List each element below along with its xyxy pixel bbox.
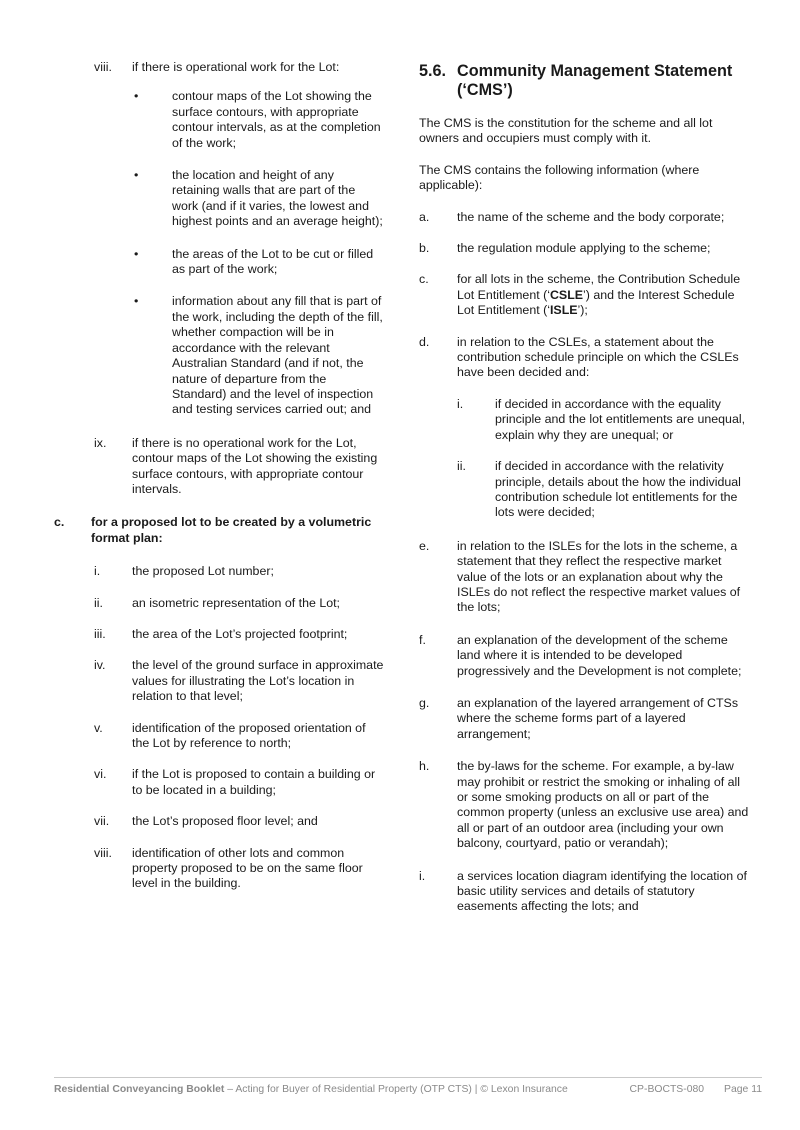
bullet-item	[132, 294, 384, 417]
csle-abbrev: CSLE	[549, 287, 584, 302]
list-marker: a.	[419, 209, 430, 224]
bullet-item	[132, 247, 384, 278]
list-text: an explanation of the layered arrangement of CTSs where the scheme forms part of a layered arrangement;	[457, 695, 739, 741]
section-title: Community Management Statement (‘CMS’)	[457, 62, 733, 99]
list-item-h	[419, 759, 754, 851]
bullet-text: information about any fill that is part of the work, including the depth of the fill, whether compaction will be in accordance with the relevant Australian Standard (and if not, the nature of departure from the Standard) and the level of inspection and testing services carried out; and	[172, 294, 383, 417]
list-marker: g.	[419, 695, 430, 710]
bullet-icon: •	[134, 246, 139, 261]
list-marker: iv.	[94, 658, 106, 673]
list-item-i	[419, 869, 754, 915]
list-item	[94, 564, 384, 579]
section-number: 5.6.	[419, 62, 447, 80]
footer-booklet-name: Residential Conveyancing Booklet	[54, 1084, 225, 1095]
text-run: ’) and the Interest Schedule Lot Entitlement (‘	[457, 287, 735, 318]
list-marker: viii.	[94, 845, 112, 860]
list-item	[94, 846, 384, 892]
list-item	[94, 627, 384, 642]
list-marker: ii.	[94, 595, 103, 610]
bullet-item	[132, 89, 384, 151]
footer-meta	[630, 1084, 762, 1095]
list-item-d-i	[457, 397, 754, 443]
list-text: if there is operational work for the Lot:	[132, 60, 340, 74]
list-text: the Lot’s proposed floor level; and	[132, 814, 318, 829]
list-marker: c.	[54, 515, 65, 530]
text-run: ’);	[577, 303, 588, 318]
list-marker: vi.	[94, 767, 107, 782]
list-text: the level of the ground surface in approximate values for illustrating the Lot’s location in relation to that level;	[132, 658, 384, 704]
footer-title	[54, 1084, 568, 1095]
list-marker: iii.	[94, 626, 106, 641]
list-text: an explanation of the development of the scheme land where it is intended to be developed progressively and the Development is not complete;	[457, 632, 742, 678]
list-item-g	[419, 696, 754, 742]
list-item-d-ii	[457, 459, 754, 521]
list-item-d	[419, 335, 754, 381]
list-item	[94, 767, 384, 798]
list-marker: c.	[419, 272, 429, 287]
left-column	[54, 60, 384, 908]
list-item-e	[419, 539, 754, 616]
list-text: an isometric representation of the Lot;	[132, 595, 341, 610]
list-text: the name of the scheme and the body corporate;	[457, 209, 725, 224]
list-marker: i.	[94, 564, 101, 579]
paragraph: The CMS contains the following information (where applicable):	[419, 162, 700, 193]
page-footer	[54, 1077, 762, 1095]
list-text: the regulation module applying to the scheme;	[457, 241, 711, 256]
list-text: if the Lot is proposed to contain a building or to be located in a building;	[132, 767, 376, 797]
list-marker: i.	[457, 396, 464, 411]
list-marker: f.	[419, 632, 426, 647]
text-run: for all lots in the scheme, the Contribution Schedule Lot Entitlement (‘	[457, 272, 741, 302]
list-marker: ii.	[457, 459, 466, 474]
list-text: the area of the Lot’s projected footprint;	[132, 626, 348, 641]
list-marker: b.	[419, 241, 430, 256]
list-item	[94, 814, 384, 829]
list-marker: vii.	[94, 814, 110, 829]
right-column	[419, 60, 754, 931]
list-item-a	[419, 210, 754, 225]
section-c-heading	[54, 515, 384, 546]
footer-code: CP-BOCTS-080	[629, 1084, 705, 1095]
list-item	[94, 721, 384, 752]
list-text: identification of other lots and common property proposed to be on the same floor level in the building.	[132, 845, 363, 891]
list-text: if there is no operational work for the Lot, contour maps of the Lot showing the existing surface contours, with appropriate contour intervals.	[132, 435, 378, 496]
bullet-icon: •	[134, 294, 139, 309]
section-heading	[419, 62, 754, 100]
isle-abbrev: ISLE	[549, 303, 578, 318]
bullet-item	[132, 168, 384, 230]
bullet-list	[132, 89, 384, 417]
bullet-icon: •	[134, 89, 139, 104]
list-item-b	[419, 241, 754, 256]
bullet-text: the areas of the Lot to be cut or filled as part of the work;	[172, 246, 374, 277]
list-text: in relation to the CSLEs, a statement about the contribution schedule principle on which the CSLEs have been decided and:	[457, 334, 739, 380]
list-item-ix	[94, 436, 384, 498]
list-text: the by-laws for the scheme. For example, a by-law may prohibit or restrict the smoking or inhaling of all or some smoking products on all or part of the common property (unless an exclusive use area) and all or part of an outdoor area (including your own balcony, courtyard, patio or verandah);	[457, 759, 749, 851]
list-text: if decided in accordance with the equality principle and the lot entitlements are unequal, explain why they are unequal; or	[495, 396, 746, 442]
paragraph: The CMS is the constitution for the scheme and all lot owners and occupiers must comply with it.	[419, 116, 713, 146]
list-item-viii	[94, 60, 384, 75]
list-text: if decided in accordance with the relativity principle, details about the how the individual contribution schedule lot entitlements for the lots were decided;	[495, 459, 741, 520]
list-text	[457, 272, 754, 318]
list-text: the proposed Lot number;	[132, 564, 274, 579]
bullet-icon: •	[134, 168, 139, 183]
list-marker: e.	[419, 538, 430, 553]
list-marker: d.	[419, 334, 430, 349]
list-marker: ix.	[94, 435, 107, 450]
list-marker: i.	[419, 868, 426, 883]
list-item	[94, 596, 384, 611]
bullet-text: contour maps of the Lot showing the surface contours, with appropriate contour intervals, as at the completion of the work;	[172, 89, 381, 150]
list-text: a services location diagram identifying the location of basic utility services and details of statutory easements affecting the lots; and	[457, 868, 747, 914]
list-item-f	[419, 633, 754, 679]
list-item	[94, 658, 384, 704]
footer-subtitle: – Acting for Buyer of Residential Property (OTP CTS) | © Lexon Insurance	[224, 1084, 568, 1095]
list-item-c	[419, 272, 754, 318]
page-number: Page 11	[724, 1084, 762, 1095]
list-text: in relation to the ISLEs for the lots in the scheme, a statement that they reflect the respective market value of the lots or an explanation about why the ISLEs do not reflect the respective market values of the lots;	[457, 538, 741, 615]
list-text: identification of the proposed orientation of the Lot by reference to north;	[132, 720, 366, 750]
list-marker: h.	[419, 759, 430, 774]
bullet-text: the location and height of any retaining walls that are part of the work (and if it varies, the lowest and highest points and an average height);	[172, 168, 383, 229]
list-marker: v.	[94, 720, 103, 735]
list-marker: viii.	[94, 60, 112, 74]
section-c-text: for a proposed lot to be created by a volumetric format plan:	[91, 515, 372, 545]
